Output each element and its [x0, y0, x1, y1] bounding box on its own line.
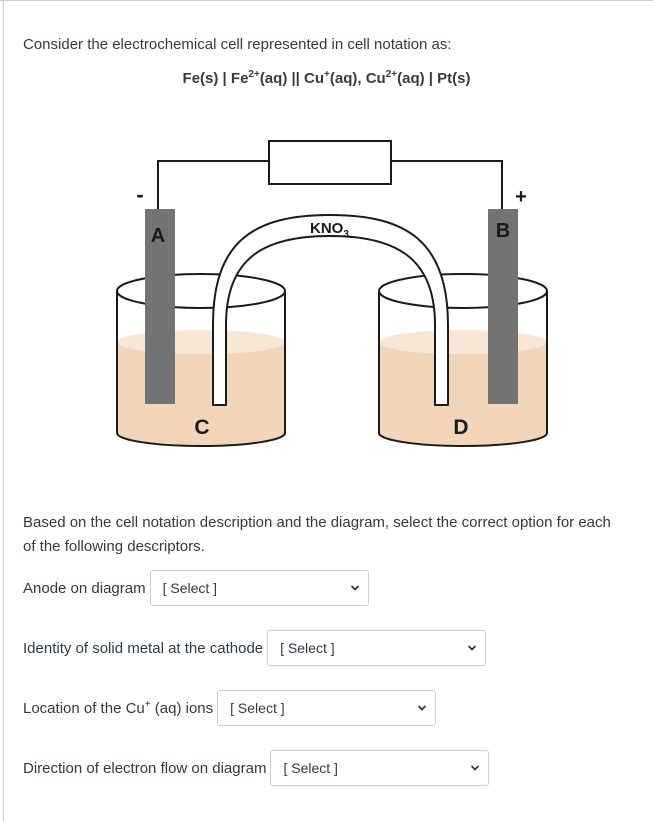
- right-solution-surface: [379, 330, 547, 354]
- salt-bridge-subscript: 3: [343, 229, 349, 240]
- circuit-wire: [391, 161, 502, 209]
- circuit-wire: [158, 161, 269, 209]
- left-beaker-label: C: [194, 416, 210, 439]
- right-beaker-label: D: [453, 416, 469, 439]
- select-value: [ Select ]: [230, 700, 285, 716]
- notation-part: Fe(s) | Fe: [182, 70, 249, 87]
- select-value: [ Select ]: [280, 640, 335, 656]
- chevron-down-icon: [467, 643, 477, 653]
- electrode-b-label: B: [495, 220, 511, 242]
- notation-part: (aq) || Cu: [259, 70, 325, 87]
- salt-bridge-formula: KNO: [310, 220, 344, 237]
- question-intro: Consider the electrochemical cell represented in cell notation as:: [23, 36, 452, 53]
- descriptor-label-text: Location of the Cu: [23, 700, 145, 717]
- negative-terminal-sign: -: [136, 182, 144, 207]
- notation-part: (aq) | Pt(s): [397, 70, 471, 87]
- notation-part: (aq), Cu: [329, 70, 386, 87]
- electron-flow-select[interactable]: [270, 750, 489, 786]
- chevron-down-icon: [417, 703, 427, 713]
- descriptor-electron-flow: [23, 750, 489, 786]
- select-value: [ Select ]: [283, 760, 338, 776]
- chevron-down-icon: [350, 583, 360, 593]
- descriptor-cu-ion-location: [23, 690, 436, 726]
- left-beaker-rim: [117, 274, 285, 308]
- cell-notation: [0, 70, 653, 87]
- cu-ion-location-select[interactable]: [217, 690, 436, 726]
- electrode-a-label: A: [150, 225, 166, 247]
- right-beaker-rim: [379, 274, 547, 308]
- chevron-down-icon: [470, 763, 480, 773]
- select-value: [ Select ]: [162, 580, 218, 596]
- descriptor-label: Identity of solid metal at the cathode: [23, 639, 264, 657]
- notation-charge: 2+: [248, 69, 260, 80]
- anode-select[interactable]: [150, 570, 369, 606]
- left-solution-surface: [117, 330, 285, 354]
- external-load-box: [269, 141, 391, 184]
- frame-top-border: [0, 0, 653, 1]
- cathode-metal-select[interactable]: [267, 630, 486, 666]
- electrochemical-cell-diagram: [100, 130, 560, 460]
- descriptor-label: Anode on diagram: [23, 579, 146, 597]
- frame-left-border: [3, 0, 4, 821]
- question-instructions: Based on the cell notation description and the diagram, select the correct option for each of the following descriptors.: [23, 514, 611, 555]
- descriptor-label: Direction of electron flow on diagram: [23, 759, 267, 777]
- descriptor-label-text: (aq) ions: [150, 700, 214, 717]
- descriptor-label: [23, 699, 213, 717]
- positive-terminal-sign: +: [515, 186, 527, 208]
- notation-charge: +: [324, 69, 330, 80]
- descriptor-anode: [23, 570, 369, 606]
- notation-charge: 2+: [385, 69, 398, 80]
- ion-charge: +: [144, 699, 151, 710]
- descriptor-cathode-metal: [23, 630, 486, 666]
